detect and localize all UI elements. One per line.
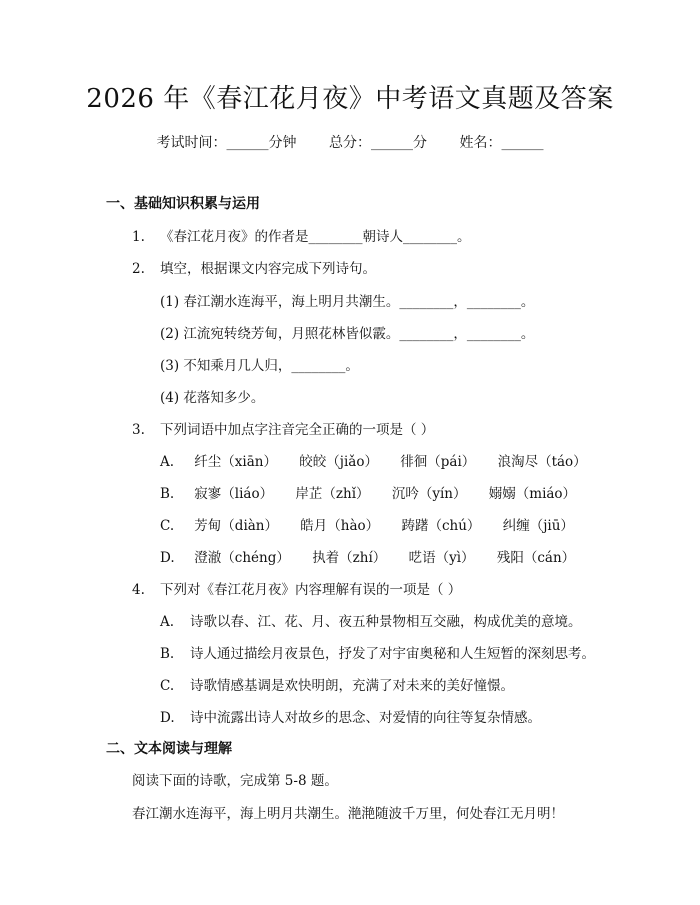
- question-text: 下列对《春江花月夜》内容理解有误的一项是（ ）: [160, 582, 462, 598]
- option-word: 皎皎（jiǎo）: [299, 454, 378, 470]
- question-4: [132, 578, 461, 598]
- q4-option-a: [160, 610, 582, 630]
- section-1-heading: 一、基础知识积累与运用: [106, 196, 260, 212]
- option-text: 诗中流露出诗人对故乡的思念、对爱情的向往等复杂情感。: [190, 710, 541, 726]
- option-text: 诗人通过描绘月夜景色，抒发了对宇宙奥秘和人生短暂的深刻思考。: [190, 646, 595, 662]
- q3-option-b: [160, 482, 594, 502]
- question-number: 4.: [132, 582, 145, 598]
- option-text: 诗歌情感基调是欢快明朗，充满了对未来的美好憧憬。: [190, 678, 514, 694]
- option-word: 浪淘尽（táo）: [497, 454, 587, 470]
- option-text: 诗歌以春、江、花、月、夜五种景物相互交融，构成优美的意境。: [190, 614, 582, 630]
- question-number: 3.: [132, 422, 145, 438]
- option-word: 皓月（hào）: [300, 518, 380, 534]
- question-number: 2.: [132, 261, 145, 277]
- exam-name: 姓名：______: [459, 135, 544, 151]
- option-word: 寂寥（liáo）: [194, 486, 274, 502]
- q4-option-d: [160, 706, 541, 726]
- fill-item-4: (4) 花落知多少。: [160, 390, 265, 406]
- option-word: 芳甸（diàn）: [194, 518, 278, 534]
- option-letter: B.: [160, 486, 175, 502]
- question-text: 《春江花月夜》的作者是________朝诗人________。: [160, 229, 471, 245]
- exam-score: 总分：______分: [329, 135, 427, 151]
- fill-item-2: (2) 江流宛转绕芳甸，月照花林皆似霰。________，________。: [160, 326, 535, 342]
- q4-option-c: [160, 674, 514, 694]
- fill-item-3: (3) 不知乘月几人归，________。: [160, 358, 359, 374]
- option-word: 沉吟（yín）: [391, 486, 467, 502]
- option-word: 残阳（cán）: [496, 550, 576, 566]
- reading-intro: 阅读下面的诗歌，完成第 5-8 题。: [132, 773, 338, 789]
- page-title: 2026 年《春江花月夜》中考语文真题及答案: [86, 84, 614, 114]
- option-word: 纤尘（xiān）: [194, 454, 277, 470]
- option-word: 踌躇（chú）: [401, 518, 481, 534]
- q4-option-b: [160, 642, 595, 662]
- question-1: [132, 225, 471, 245]
- option-word: 嫋嫋（miáo）: [488, 486, 577, 502]
- section-2-heading: 二、文本阅读与理解: [106, 741, 232, 757]
- option-word: 执着（zhí）: [312, 550, 387, 566]
- option-letter: C.: [160, 678, 175, 694]
- poem-line: 春江潮水连海平，海上明月共潮生。滟滟随波千万里，何处春江无月明！: [132, 806, 564, 822]
- option-letter: D.: [160, 710, 175, 726]
- option-word: 岸芷（zhǐ）: [295, 486, 370, 502]
- question-2: [132, 257, 376, 277]
- question-text: 填空，根据课文内容完成下列诗句。: [160, 261, 376, 277]
- question-3: [132, 418, 434, 438]
- option-word: 纠缠（jiū）: [502, 518, 574, 534]
- option-letter: A.: [160, 614, 175, 630]
- q3-option-a: [160, 450, 605, 470]
- fill-item-1: (1) 春江潮水连海平，海上明月共潮生。________，________。: [160, 294, 535, 310]
- question-number: 1.: [132, 229, 145, 245]
- exam-meta: [0, 132, 700, 152]
- q3-option-c: [160, 514, 592, 534]
- option-letter: A.: [160, 454, 175, 470]
- question-text: 下列词语中加点字注音完全正确的一项是（ ）: [160, 422, 435, 438]
- option-letter: B.: [160, 646, 175, 662]
- option-letter: D.: [160, 550, 175, 566]
- option-word: 澄澈（chéng）: [194, 550, 290, 566]
- option-word: 呓语（yì）: [408, 550, 475, 566]
- exam-time: 考试时间：______分钟: [156, 135, 297, 151]
- option-word: 徘徊（pái）: [400, 454, 476, 470]
- q3-option-d: [160, 546, 593, 566]
- option-letter: C.: [160, 518, 175, 534]
